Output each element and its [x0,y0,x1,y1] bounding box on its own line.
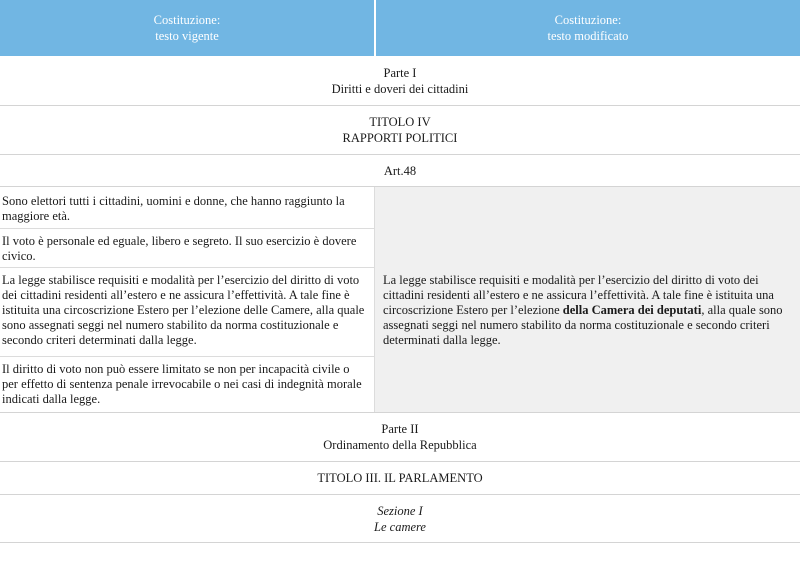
divider [0,267,374,268]
divider [0,228,374,229]
header-modified-line1: Costituzione: [554,13,622,27]
article-heading [0,155,800,186]
modified-paragraph-change: della Camera dei deputati [562,303,702,317]
titolo-iii-heading [0,462,800,494]
current-paragraph-4: Il diritto di voto non può essere limitato se non per incapacità civile o per effetto di sentenza penale irrevocabile o nei casi di indegnità morale indicati dalla legge. [2,362,362,406]
part-two-title: Ordinamento della Repubblica [323,438,477,452]
section-title: Le camere [374,519,426,534]
part-two-number: Parte II [381,422,419,436]
header-modified-text [376,0,800,56]
divider [0,356,374,357]
titolo-iii-title: TITOLO III. IL PARLAMENTO [317,471,483,485]
header-current-line1: Costituzione: [153,13,221,27]
modified-paragraph-text-start: La legge stabilisce requisiti e modalità per l’esercizio del diritto di voto dei cittadini residenti all’estero e ne assicura l’effettività. A tale fine è istituita una circoscrizione Estero per l’elezione [383,273,774,317]
header-current-text [0,0,374,56]
part-one-heading [0,57,800,105]
header-modified-line2: testo modificato [547,29,629,43]
section-heading [0,495,800,542]
current-paragraph-3: La legge stabilisce requisiti e modalità per l’esercizio del diritto di voto dei cittadini residenti all’estero e ne assicura l’effettività. A tale fine è istituita una circoscrizione Estero per l’elezione delle Camere, alla quale sono assegnati seggi nel numero stabilito da norma costituzionale e secondo criteri determinati dalla legge. [2,273,365,347]
comparison-table-header [0,0,800,56]
current-paragraph-1: Sono elettori tutti i cittadini, uomini e donne, che hanno raggiunto la maggiore età. [2,194,345,223]
modified-paragraph-text-end: , alla quale sono assegnati seggi nel numero stabilito da norma costituzionale e secondo criteri determinati dalla legge. [383,303,783,347]
part-one-title: Diritti e doveri dei cittadini [331,82,469,96]
titolo-iv-number: TITOLO IV [369,115,431,129]
titolo-iv-heading [0,106,800,154]
part-two-heading [0,413,800,461]
part-one-number: Parte I [383,66,417,80]
divider [0,542,800,543]
titolo-iv-title: RAPPORTI POLITICI [342,131,458,145]
article-number: Art.48 [383,163,417,178]
section-number: Sezione I [377,503,423,518]
current-paragraph-2: Il voto è personale ed eguale, libero e segreto. Il suo esercizio è dovere civico. [2,234,357,263]
column-divider [374,187,375,412]
header-current-line2: testo vigente [155,29,219,43]
modified-paragraph [383,273,795,348]
